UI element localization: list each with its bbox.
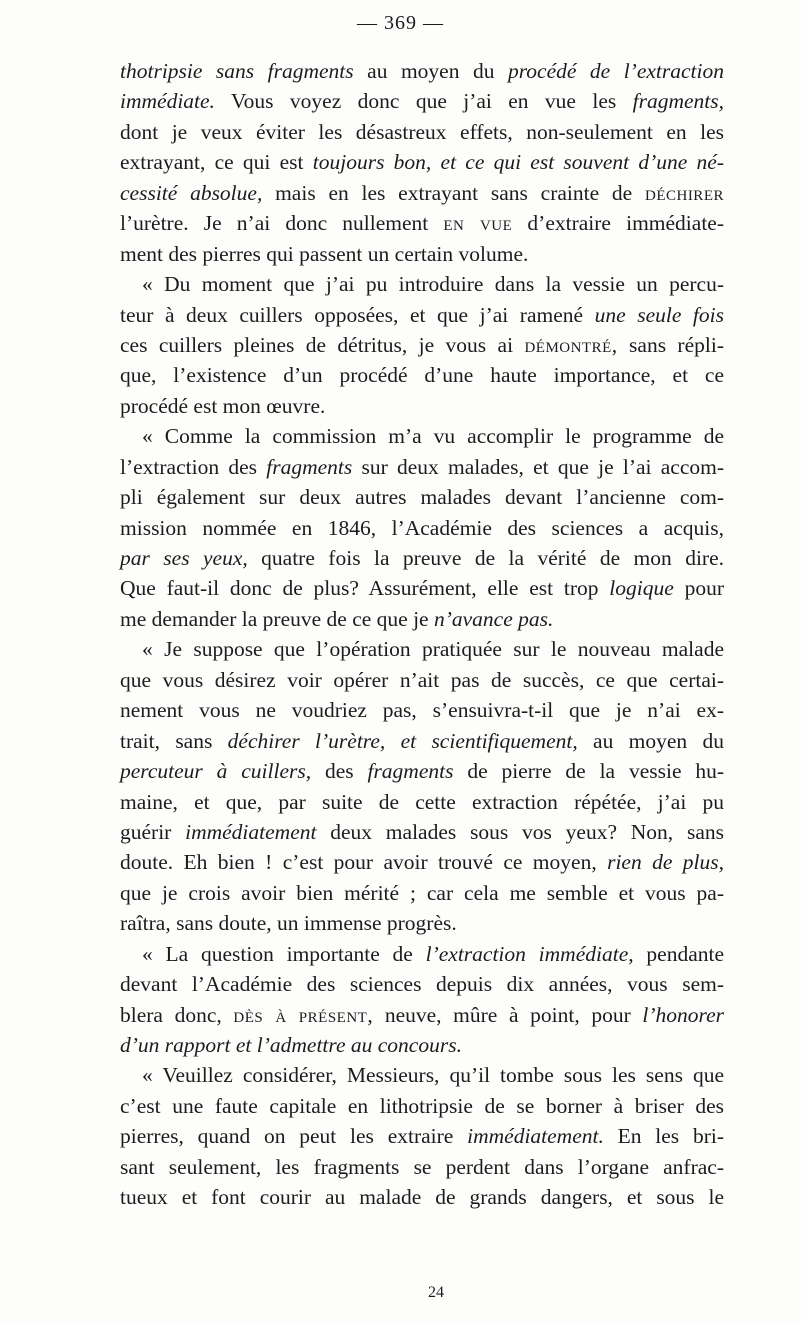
text-line <box>120 269 724 299</box>
text-run: mission nommée en 1846, l’Académie des sciences a acquis, <box>120 515 724 540</box>
text-run: pour <box>673 576 724 601</box>
text-run: pli également sur deux autres malades devant l’ancienne com- <box>120 485 724 510</box>
text-line <box>120 604 724 634</box>
text-run: mais en les extrayant sans crainte de <box>262 180 645 205</box>
text-run: Vous voyez donc que j’ai en vue les <box>214 89 633 114</box>
text-run: au moyen du <box>577 728 725 753</box>
text-run: pierres, quand on peut les extraire <box>120 1124 468 1149</box>
small-caps-run: en vue <box>443 211 513 236</box>
small-caps-run: déchirer <box>644 180 724 205</box>
text-run: nement vous ne voudriez pas, s’ensuivra-t-il que je n’ai ex- <box>120 698 724 723</box>
text-run: devant l’Académie des sciences depuis dix années, vous sem- <box>120 972 724 997</box>
italic-run: une seule fois <box>594 302 724 327</box>
text-line <box>120 360 724 390</box>
text-run: d’extraire immédiate- <box>512 211 724 236</box>
text-run: que je crois avoir bien mérité ; car cela me semble et vous pa- <box>120 880 724 905</box>
text-line <box>120 1091 724 1121</box>
text-run: « Veuillez considérer, Messieurs, qu’il tombe sous les sens que <box>142 1063 724 1088</box>
text-line <box>120 634 724 664</box>
text-run: En les bri- <box>603 1124 724 1149</box>
text-run: « Du moment que j’ai pu introduire dans la vessie un percu- <box>142 272 724 297</box>
italic-run: fragments, <box>632 89 724 114</box>
text-line <box>120 726 724 756</box>
text-run: me demander la preuve de ce que je <box>120 606 434 631</box>
text-run: des <box>311 759 368 784</box>
text-line <box>120 787 724 817</box>
text-line <box>120 847 724 877</box>
signature-mark: 24 <box>428 1284 444 1301</box>
text-line <box>120 908 724 938</box>
italic-run: fragments <box>266 454 353 479</box>
italic-run: immédiatement. <box>467 1124 604 1149</box>
text-run: « La question importante de <box>142 941 426 966</box>
text-line <box>120 1152 724 1182</box>
text-line <box>120 330 724 360</box>
text-run: teur à deux cuillers opposées, et que j’ai ramené <box>120 302 595 327</box>
text-run: que vous désirez voir opérer n’ait pas de succès, ce que certai- <box>120 667 724 692</box>
text-line <box>120 56 724 86</box>
italic-run: l’extraction immédiate, <box>425 941 634 966</box>
text-run: « Je suppose que l’opération pratiquée sur le nouveau malade <box>142 637 724 662</box>
text-line <box>120 117 724 147</box>
text-line <box>120 452 724 482</box>
text-run: sant seulement, les fragments se perdent dans l’organe anfrac- <box>120 1154 724 1179</box>
italic-run: logique <box>609 576 674 601</box>
text-line <box>120 1060 724 1090</box>
italic-run: l’honorer <box>642 1002 724 1027</box>
text-line <box>120 513 724 543</box>
text-run: de pierre de la vessie hu- <box>453 759 724 784</box>
text-run: extrayant, ce qui est <box>120 150 313 175</box>
text-line <box>120 1121 724 1151</box>
text-line <box>120 1182 724 1212</box>
text-run: dont je veux éviter les désastreux effets, non-seulement en les <box>120 119 724 144</box>
text-line <box>120 178 724 208</box>
italic-run: toujours bon, et ce qui est souvent d’une né- <box>312 150 724 175</box>
italic-run: immédiatement <box>185 819 317 844</box>
italic-run: cessité absolue, <box>120 180 263 205</box>
text-line <box>120 817 724 847</box>
text-line <box>120 939 724 969</box>
text-run: ment des pierres qui passent un certain volume. <box>120 241 529 266</box>
italic-run: d’un rapport et l’admettre au concours. <box>120 1033 462 1057</box>
text-line <box>120 665 724 695</box>
text-run: sans répli- <box>617 332 724 357</box>
text-run: c’est une faute capitale en lithotripsie de se borner à briser des <box>120 1093 724 1118</box>
text-run: procédé est mon œuvre. <box>120 393 326 418</box>
text-run: maine, et que, par suite de cette extraction répétée, j’ai pu <box>120 789 724 814</box>
text-run: guérir <box>120 819 186 844</box>
text-run: tueux et font courir au malade de grands dangers, et sous le <box>120 1185 724 1210</box>
text-run: trait, sans <box>120 728 228 753</box>
small-caps-run: dès à présent, <box>233 1002 374 1027</box>
text-run: raîtra, sans doute, un immense progrès. <box>120 911 457 936</box>
italic-run: par ses yeux, <box>120 546 248 570</box>
text-line <box>120 391 724 421</box>
text-run: ces cuillers pleines de détritus, je vous ai <box>120 332 525 357</box>
small-caps-run: démontré, <box>524 332 618 357</box>
text-line <box>120 86 724 116</box>
text-line <box>120 147 724 177</box>
text-run: blera donc, <box>120 1002 234 1027</box>
text-line <box>120 1030 724 1060</box>
text-run: « Comme la commission m’a vu accomplir le programme de <box>142 424 724 449</box>
italic-run: fragments <box>367 759 454 784</box>
body-text <box>120 56 724 1213</box>
text-line <box>120 239 724 269</box>
text-run: au moyen du <box>353 59 508 83</box>
text-line <box>120 573 724 603</box>
text-line <box>120 969 724 999</box>
text-run: quatre fois la preuve de la vérité de mon dire. <box>247 546 724 570</box>
text-line <box>120 300 724 330</box>
text-run: Que faut-il donc de plus? Assurément, elle est trop <box>120 576 610 601</box>
text-run: pendante <box>633 941 725 966</box>
italic-run: déchirer l’urètre, et scientifiquement, <box>227 728 578 753</box>
text-run: sur deux malades, et que je l’ai accom- <box>352 454 724 479</box>
text-line <box>120 208 724 238</box>
italic-run: procédé de l’extraction <box>507 59 725 83</box>
text-line <box>120 421 724 451</box>
text-run: doute. Eh bien ! c’est pour avoir trouvé ce moyen, <box>120 850 608 875</box>
text-line <box>120 482 724 512</box>
text-run: l’extraction des <box>120 454 267 479</box>
text-line <box>120 1000 724 1030</box>
italic-run: percuteur à cuillers, <box>120 759 312 784</box>
text-run: que, l’existence d’un procédé d’une haute importance, et ce <box>120 363 724 388</box>
text-run: deux malades sous vos yeux? Non, sans <box>316 819 724 844</box>
italic-run: n’avance pas. <box>433 606 554 631</box>
italic-run: thotripsie sans fragments <box>120 59 354 83</box>
text-line <box>120 695 724 725</box>
text-run: neuve, mûre à point, pour <box>373 1002 643 1027</box>
text-line <box>120 543 724 573</box>
text-line <box>120 756 724 786</box>
text-line <box>120 878 724 908</box>
italic-run: rien de plus, <box>607 850 724 875</box>
page-number: — 369 — <box>357 12 444 34</box>
italic-run: immédiate. <box>120 89 215 114</box>
text-run: l’urètre. Je n’ai donc nullement <box>120 211 444 236</box>
